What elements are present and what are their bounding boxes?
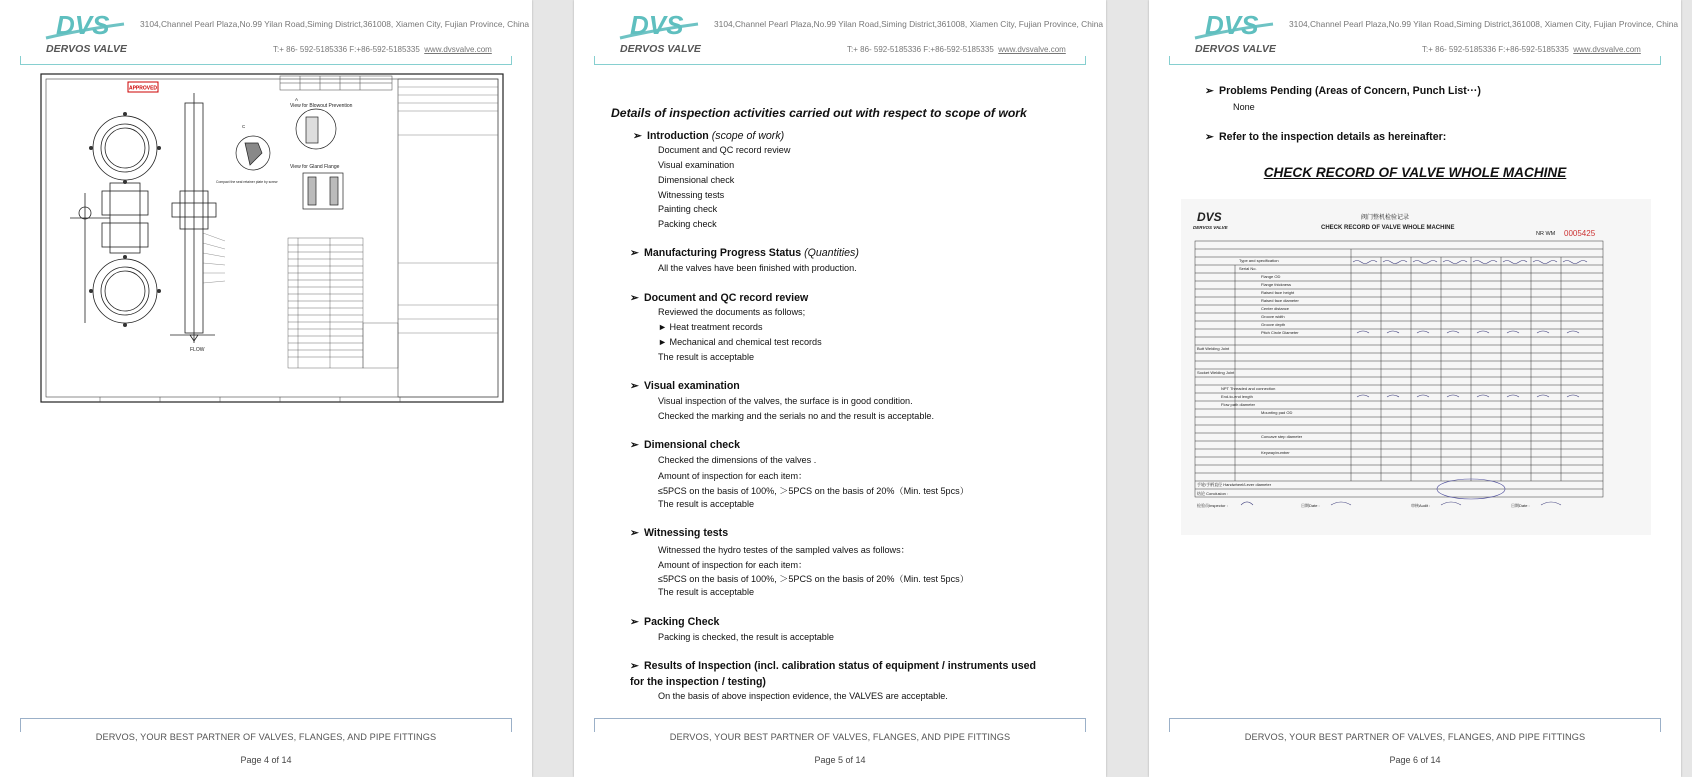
witness-line: The result is acceptable: [658, 587, 755, 597]
header-rule: [20, 64, 512, 65]
header-rule: [594, 64, 1086, 65]
footer-slogan: DERVOS, YOUR BEST PARTNER OF VALVES, FLANGES, AND PIPE FITTINGS: [669, 732, 1011, 742]
witness-title: ➢ Witnessing tests: [630, 527, 729, 539]
dimensional-line: ≤5PCS on the basis of 100%, ＞5PCS on the basis of 20%（Min. test 5pcs）: [658, 486, 969, 496]
brand-text: DERVOS VALVE: [1195, 43, 1276, 55]
page-number: Page 4 of 14: [240, 755, 292, 765]
view-blowout-label: View for Blowout Prevention: [290, 103, 353, 109]
dimensional-line: Amount of inspection for each item：: [658, 471, 808, 481]
scan-row-label: Type and specification: [1239, 258, 1279, 263]
logo-text: DVS: [630, 10, 684, 40]
drawing-note: Compact the seal retainer plate by screw: [216, 180, 278, 184]
page-number: Page 6 of 14: [1389, 755, 1441, 765]
witness-line: Witnessed the hydro testes of the sampled valves as follows：: [658, 545, 910, 555]
scan-row-label: Groove width: [1261, 314, 1285, 319]
scan-row-label: Butt Welding Joint: [1197, 346, 1230, 351]
approved-stamp: APPROVED: [128, 85, 158, 92]
arrow-bullet-icon: ➢: [630, 380, 639, 392]
scan-audit: 审核Audit :: [1411, 503, 1431, 508]
progress-title: ➢ Manufacturing Progress Status (Quantities): [630, 247, 859, 259]
scan-row-label: Mounting pad OD: [1261, 410, 1293, 415]
problems-title: ➢ Problems Pending (Areas of Concern, Punch List···): [1205, 85, 1481, 97]
problems-value: None: [1233, 102, 1255, 112]
footer-rule: [1169, 718, 1661, 719]
brand-text: DERVOS VALVE: [46, 43, 127, 55]
arrow-bullet-icon: ➢: [630, 616, 639, 628]
header-tel: T:+ 86- 592-5185336 F:+86-592-5185335: [1422, 45, 1569, 54]
dimensional-title: ➢ Dimensional check: [630, 439, 740, 451]
dvs-logo: [614, 8, 706, 56]
header-address: 3104,Channel Pearl Plaza,No.99 Yilan Road,Siming District,361008, Xiamen City, Fujian Province, China: [140, 19, 530, 29]
intro-item: Painting check: [658, 204, 718, 214]
scan-inspector: 检验员Inspector :: [1197, 503, 1228, 508]
check-record-scan: [1181, 199, 1651, 535]
footer-rule: [594, 718, 1086, 719]
brand-text: DERVOS VALVE: [620, 43, 701, 55]
header-contact: [1422, 45, 1641, 54]
scan-row-label: Raised face diameter: [1261, 298, 1299, 303]
logo-text: DVS: [1205, 10, 1259, 40]
header-address: 3104,Channel Pearl Plaza,No.99 Yilan Road,Siming District,361008, Xiamen City, Fujian Province, China: [1289, 19, 1679, 29]
page-4: [0, 0, 532, 777]
results-line: On the basis of above inspection evidence, the VALVES are acceptable.: [658, 691, 948, 701]
docqc-line: ► Mechanical and chemical test records: [658, 337, 822, 347]
page-5: [574, 0, 1106, 777]
view-a-label: A: [295, 97, 299, 102]
scan-row-label: Pitch Circle Diameter: [1261, 330, 1299, 335]
arrow-bullet-icon: ➢: [1205, 85, 1214, 97]
scan-row-label: Serial No.: [1239, 266, 1257, 271]
witness-line: Amount of inspection for each item：: [658, 560, 808, 570]
scan-no: 0005425: [1564, 229, 1596, 238]
scan-brand: DERVOS VALVE: [1193, 225, 1228, 230]
dvs-logo: [1189, 8, 1281, 56]
results-title-cont: for the inspection / testing): [630, 676, 766, 688]
footer-slogan: DERVOS, YOUR BEST PARTNER OF VALVES, FLANGES, AND PIPE FITTINGS: [1244, 732, 1586, 742]
header-contact: [847, 45, 1066, 54]
check-record-title: CHECK RECORD OF VALVE WHOLE MACHINE: [1263, 165, 1567, 180]
witness-line: ≤5PCS on the basis of 100%, ＞5PCS on the basis of 20%（Min. test 5pcs）: [658, 574, 969, 584]
scan-row-label: NPT Threaded and connection: [1221, 386, 1276, 391]
header-website-link[interactable]: www.dvsvalve.com: [424, 45, 492, 54]
header-website-link[interactable]: www.dvsvalve.com: [1573, 45, 1641, 54]
dimensional-line: The result is acceptable: [658, 499, 755, 509]
arrow-bullet-icon: ➢: [633, 130, 642, 142]
arrow-bullet-icon: ➢: [630, 439, 639, 451]
flow-label: FLOW: [190, 347, 205, 353]
section-heading: Details of inspection activities carried out with respect to scope of work: [611, 106, 1027, 120]
scan-date: 日期Date :: [1511, 503, 1530, 508]
progress-line: All the valves have been finished with production.: [658, 263, 857, 273]
arrow-bullet-icon: ➢: [630, 527, 639, 539]
intro-item: Witnessing tests: [658, 190, 725, 200]
header-contact: [273, 45, 492, 54]
docqc-title: ➢ Document and QC record review: [630, 292, 809, 304]
scan-row-label: Center distance: [1261, 306, 1290, 311]
scan-row-label: Groove depth: [1261, 322, 1286, 327]
scan-conclusion: 结论 Conclusion :: [1197, 491, 1229, 496]
docqc-line: ► Heat treatment records: [658, 322, 763, 332]
scan-logo: DVS: [1197, 210, 1222, 224]
intro-item: Packing check: [658, 219, 717, 229]
scan-title-cn: 阀门整机检验记录: [1361, 215, 1410, 221]
arrow-bullet-icon: ➢: [630, 247, 639, 259]
arrow-bullet-icon: ➢: [1205, 131, 1214, 143]
dimensional-line: Checked the dimensions of the valves .: [658, 455, 817, 465]
header-rule: [1169, 64, 1661, 65]
page-number: Page 5 of 14: [814, 755, 866, 765]
page-6: [1149, 0, 1681, 777]
visual-title: ➢ Visual examination: [630, 380, 740, 392]
valve-drawing: [40, 73, 504, 403]
scan-row-label: Socket Welding Joint: [1197, 370, 1235, 375]
scan-no-label: NR WM: [1536, 231, 1556, 237]
scan-handwheel: 手轮/手柄直径 Handwheel/Lever diameter: [1197, 482, 1272, 487]
logo-text: DVS: [56, 10, 110, 40]
header-tel: T:+ 86- 592-5185336 F:+86-592-5185335: [273, 45, 420, 54]
arrow-bullet-icon: ➢: [630, 292, 639, 304]
visual-line: Checked the marking and the serials no and the result is acceptable.: [658, 411, 935, 421]
visual-line: Visual inspection of the valves, the surface is in good condition.: [658, 396, 913, 406]
scan-title-en: CHECK RECORD OF VALVE WHOLE MACHINE: [1321, 225, 1455, 231]
view-c-label: C: [242, 124, 246, 129]
footer-rule: [20, 718, 512, 719]
header-address: 3104,Channel Pearl Plaza,No.99 Yilan Road,Siming District,361008, Xiamen City, Fujian Province, China: [714, 19, 1104, 29]
view-gland-label: View for Gland Flange: [290, 164, 340, 170]
header-website-link[interactable]: www.dvsvalve.com: [998, 45, 1066, 54]
docqc-line: Reviewed the documents as follows;: [658, 307, 806, 317]
header-tel: T:+ 86- 592-5185336 F:+86-592-5185335: [847, 45, 994, 54]
results-title: ➢ Results of Inspection (incl. calibration status of equipment / instruments used: [630, 660, 1037, 672]
dvs-logo: [40, 8, 132, 56]
scan-row-label: Flange thickness: [1261, 282, 1292, 287]
refer-title: ➢ Refer to the inspection details as hereinafter:: [1205, 131, 1447, 143]
intro-item: Visual examination: [658, 160, 735, 170]
intro-item: Dimensional check: [658, 175, 735, 185]
scan-row-label: Flow path diameter: [1221, 402, 1256, 407]
scan-row-label: Raised face height: [1261, 290, 1295, 295]
footer-slogan: DERVOS, YOUR BEST PARTNER OF VALVES, FLANGES, AND PIPE FITTINGS: [95, 732, 437, 742]
scan-row-label: Flange OD: [1261, 274, 1281, 279]
docqc-line: The result is acceptable: [658, 352, 755, 362]
packing-title: ➢ Packing Check: [630, 616, 720, 628]
intro-title: ➢ Introduction (scope of work): [633, 130, 785, 142]
scan-row-label: Keyway/number: [1261, 450, 1290, 455]
scan-date: 日期Date :: [1301, 503, 1320, 508]
packing-line: Packing is checked, the result is acceptable: [658, 632, 834, 642]
scan-row-label: Concave step diameter: [1261, 434, 1303, 439]
scan-row-label: End-to-end length: [1221, 394, 1253, 399]
arrow-bullet-icon: ➢: [630, 660, 639, 672]
intro-item: Document and QC record review: [658, 145, 791, 155]
